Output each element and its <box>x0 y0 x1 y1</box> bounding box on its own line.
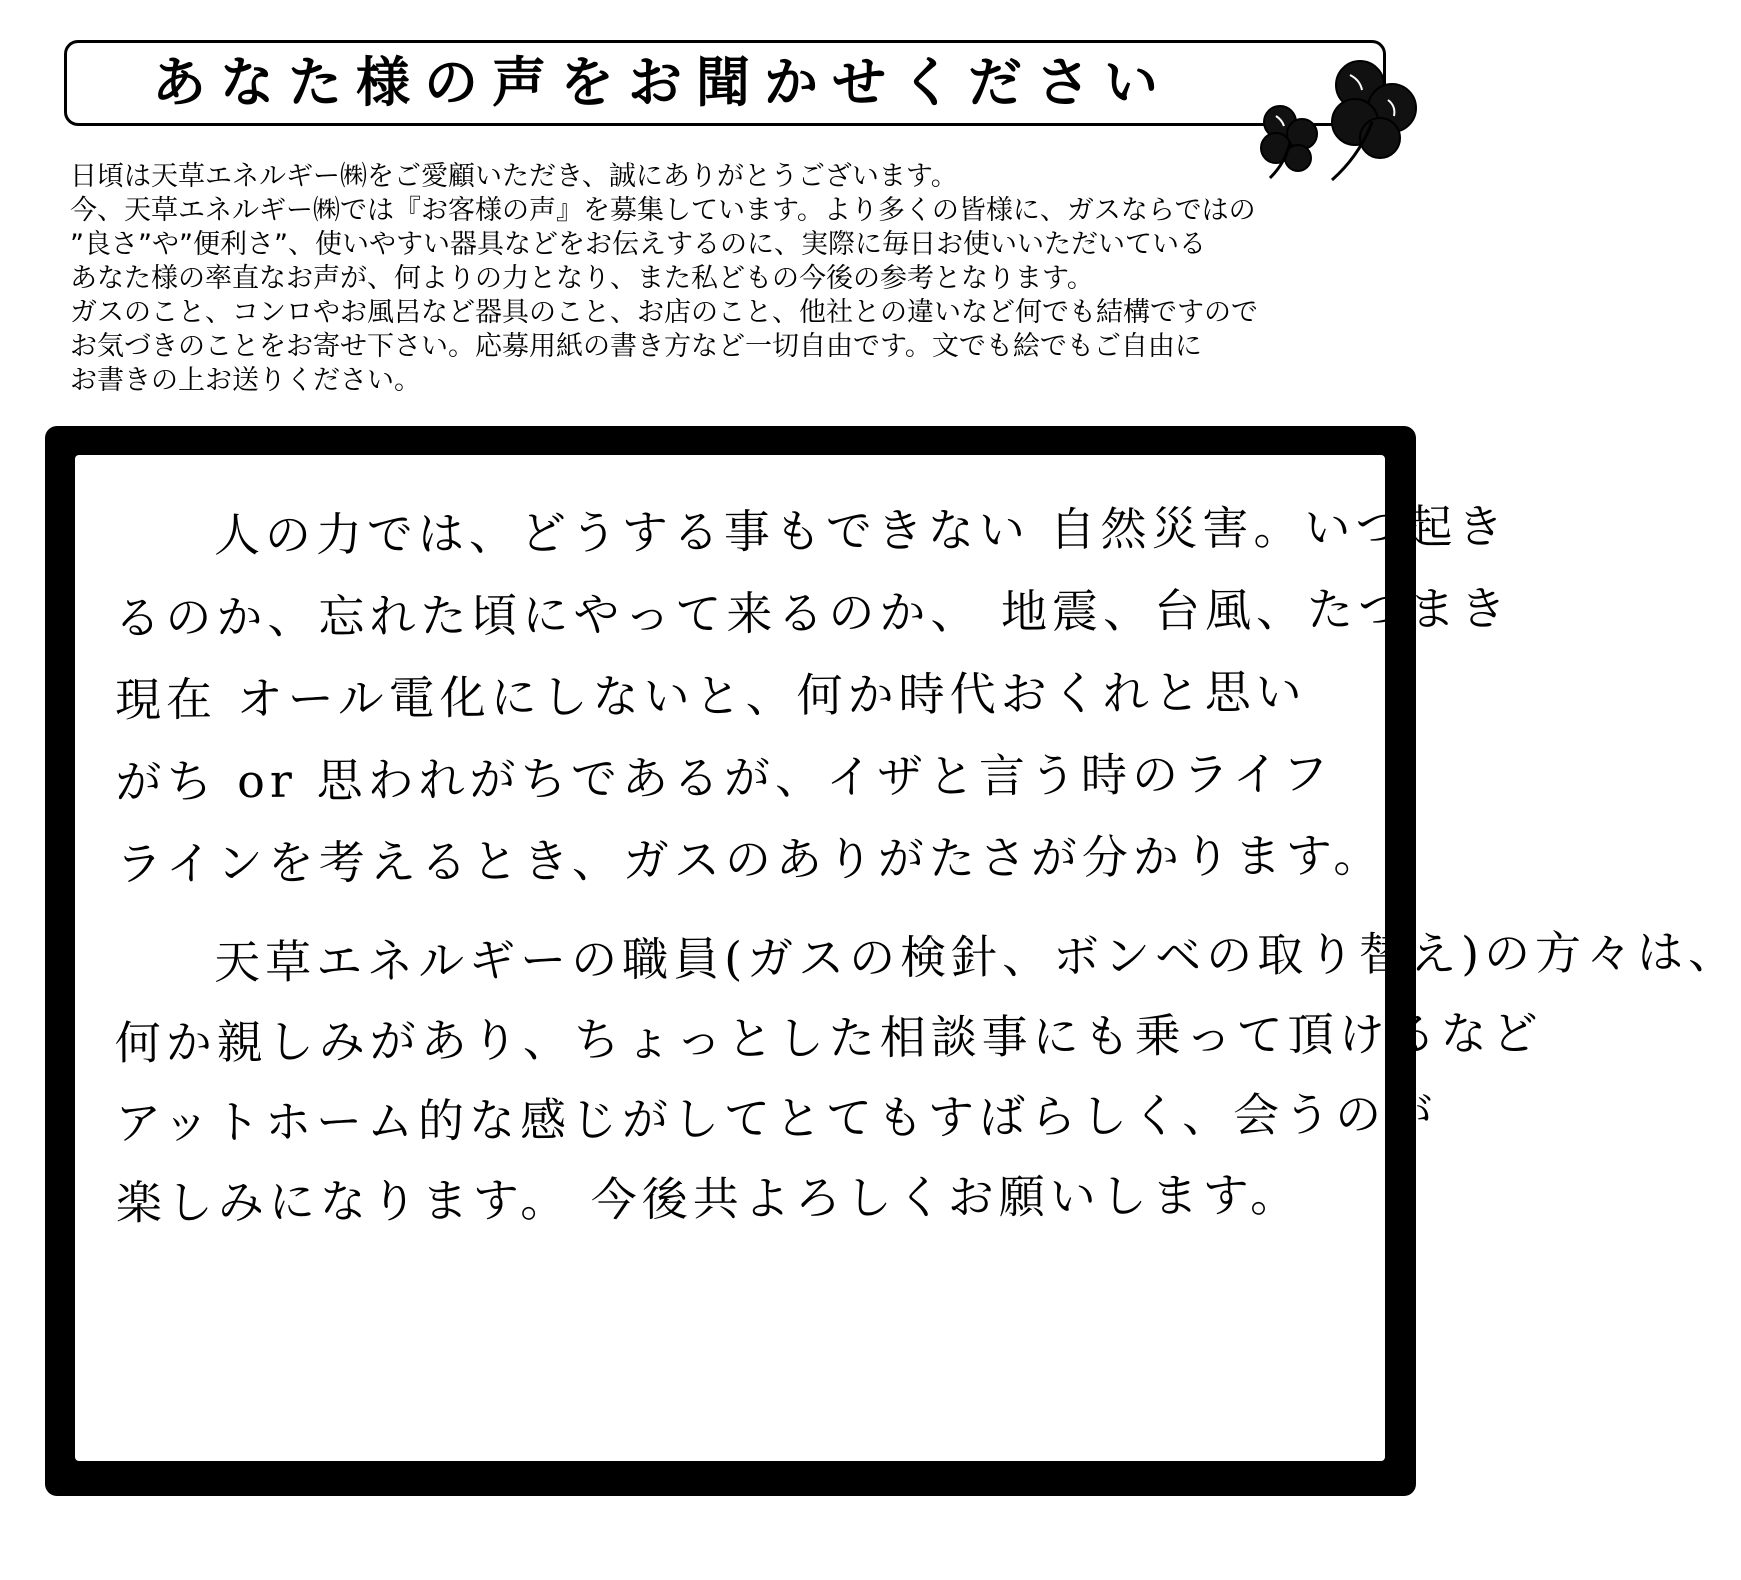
handwritten-line: アットホーム的な感じがしてとてもすばらしく、会うのが <box>115 1086 1438 1150</box>
intro-line: お書きの上お送りください。 <box>70 365 421 396</box>
handwritten-line: 楽しみになります。 今後共よろしくお願いします。 <box>115 1167 1302 1230</box>
page-title: あなた様の声をお聞かせください <box>152 51 1172 114</box>
intro-text <box>70 160 1430 398</box>
response-area <box>75 455 1740 1461</box>
handwritten-line: 人の力では、どうする事もできない 自然災害。いつ起き <box>213 499 1509 563</box>
intro-line: お気づきのことをお寄せ下さい。応募用紙の書き方など一切自由です。文でも絵でもご自由に <box>70 331 1202 362</box>
handwritten-line: 現在 オール電化にしないと、何か時代おくれと思い <box>114 664 1307 727</box>
handwritten-line: るのか、忘れた頃にやって来るのか、 地震、台風、たつまき <box>114 581 1512 646</box>
clover-icon <box>1240 30 1430 180</box>
intro-line: ”良さ”や”便利さ”、使いやすい器具などをお伝えするのに、実際に毎日お使いいただいている <box>70 229 1206 260</box>
response-frame <box>45 426 1740 1496</box>
intro-line: ガスのこと、コンロやお風呂など器具のこと、お店のこと、他社との違いなど何でも結構ですので <box>70 297 1258 328</box>
handwritten-line: がち or 思われがちであるが、イザと言う時のライフ <box>115 746 1334 809</box>
handwritten-line: ラインを考えるとき、ガスのありがたさが分かります。 <box>115 828 1385 891</box>
handwritten-line: 何か親しみがあり、ちょっとした相談事にも乗って頂けるなど <box>114 1006 1543 1071</box>
title-banner <box>64 40 1386 126</box>
handwritten-paragraph-1 <box>114 486 1512 905</box>
intro-line: 今、天草エネルギー㈱では『お客様の声』を募集しています。より多くの皆様に、ガスならではの <box>70 195 1256 226</box>
intro-line: 日頃は天草エネルギー㈱をご愛顧いただき、誠にありがとうございます。 <box>70 161 958 192</box>
handwritten-line: 天草エネルギーの職員(ガスの検針、ボンベの取り替え)の方々は、 <box>213 924 1740 990</box>
handwritten-paragraph-2 <box>114 914 1740 1243</box>
intro-line: あなた様の率直なお声が、何よりの力となり、また私どもの今後の参考となります。 <box>70 263 1094 294</box>
